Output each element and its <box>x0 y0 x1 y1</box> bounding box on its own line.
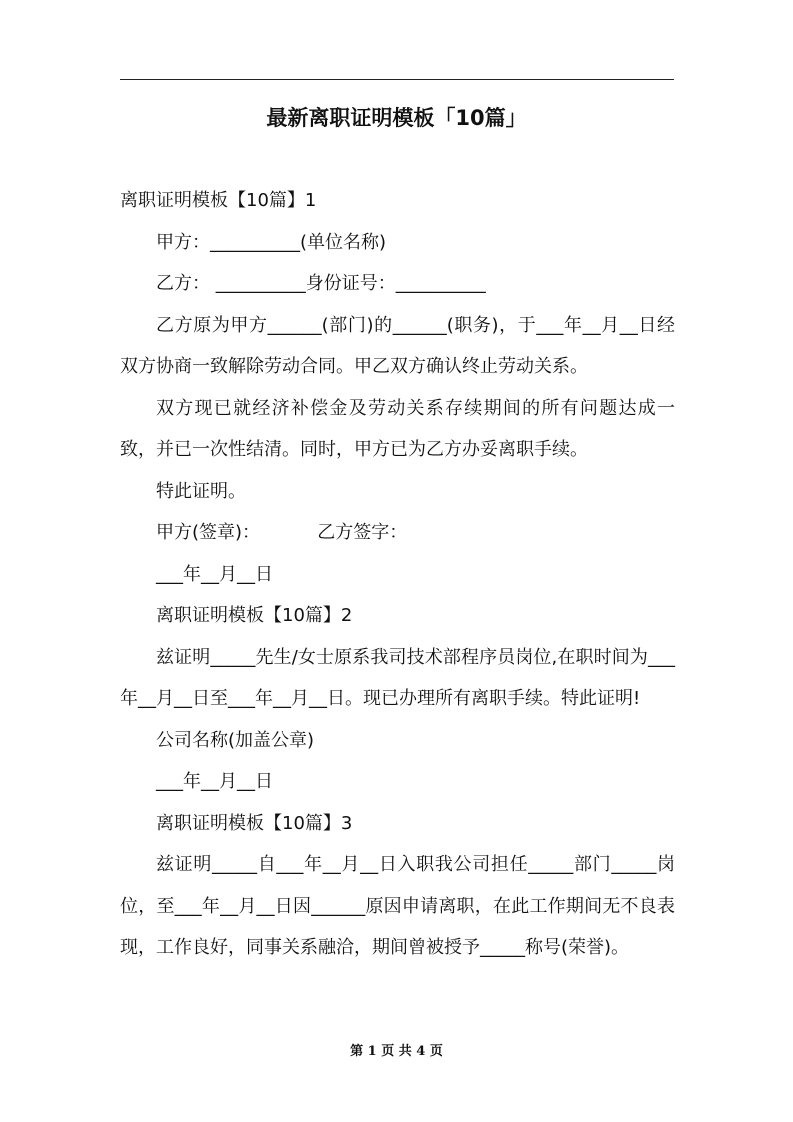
signature-line: 甲方(签章)： 乙方签字： <box>156 522 408 543</box>
party-a-line: 甲方：__________(单位名称) <box>156 231 387 253</box>
body-paragraph: 乙方原为甲方______(部门)的______(职务)，于___年__月__日经双方协商一致解除劳动合同。甲乙双方确认终止劳动关系。 <box>120 314 675 377</box>
section-heading-1: 离职证明模板【10篇】1 <box>120 190 317 211</box>
body-paragraph: 兹证明_____先生/女士原系我司技术部程序员岗位,在职时间为___年__月__日至___年__月__日。现已办理所有离职手续。特此证明! <box>120 646 675 709</box>
section-heading-2: 离职证明模板【10篇】2 <box>156 605 353 626</box>
section-heading-3: 离职证明模板【10篇】3 <box>156 812 353 834</box>
certify-line: 特此证明。 <box>156 480 246 502</box>
document-body <box>120 180 675 969</box>
header-rule <box>120 79 674 80</box>
body-paragraph: 兹证明_____自___年__月__日入职我公司担任_____部门_____岗位，至___年__月__日因______原因申请离职，在此工作期间无不良表现，工作良好，同事关系融洽，期间曾被授予_____称号(荣誉)。 <box>120 854 675 958</box>
date-line: ___年__月__日 <box>156 771 273 792</box>
body-paragraph: 双方现已就经济补偿金及劳动关系存续期间的所有问题达成一致，并已一次性结清。同时，甲方已为乙方办妥离职手续。 <box>120 397 675 460</box>
date-line: ___年__月__日 <box>156 563 273 585</box>
document-title: 最新离职证明模板「10篇」 <box>266 106 527 130</box>
party-b-line: 乙方： __________身份证号：__________ <box>156 273 486 294</box>
page-number: 第 1 页 共 4 页 <box>350 1044 443 1059</box>
company-seal-line: 公司名称(加盖公章) <box>156 729 315 751</box>
